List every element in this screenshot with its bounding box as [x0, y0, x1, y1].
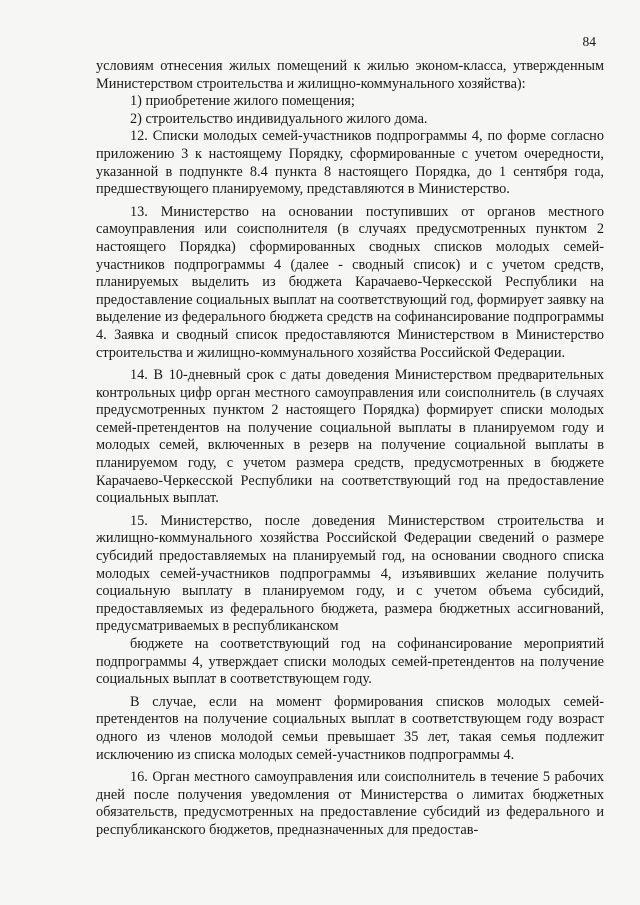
paragraph: 16. Орган местного самоуправления или соисполнитель в течение 5 рабочих дней после получения уведомления от Министерства о лимитах бюджетных обязательств, предусмотренных на предоставление субсидий из федерального и республиканского бюджетов, предназначенных для предостав- [96, 769, 604, 838]
page-body [96, 58, 604, 840]
paragraph: 13. Министерство на основании поступивших от органов местного самоуправления или соисполнителя (в случаях предусмотренных пунктом 2 настоящего Порядка) сформированных сводных списков молодых семей-участников подпрограммы 4 (далее - сводный список) и с учетом средств, планируемых выделить из бюджета Карачаево-Черкесской Республики на предоставление социальных выплат на соответствующий год, формирует заявку на выделение из федерального бюджета средств на софинансирование подпрограммы 4. Заявка и сводный список предоставляются Министерством в Министерство строительства и жилищно-коммунального хозяйства Российской Федерации. [96, 203, 604, 361]
paragraph: 2) строительство индивидуального жилого дома. [130, 110, 428, 127]
paragraph: 14. В 10-дневный срок с даты доведения Министерством предварительных контрольных цифр орган местного самоуправления или соисполнитель (в случаях предусмотренных пунктом 2 настоящего Порядка) формирует списки молодых семей-претендентов на получение социальной выплаты в планируемом году и молодых семей, включенных в резерв на получение социальной выплаты в планируемом году, с учетом размера средств, предусмотренных в бюджете Карачаево-Черкесской Республики на соответствующий год на предоставление социальных выплат. [96, 367, 604, 507]
paragraph: условиям отнесения жилых помещений к жилью эконом-класса, утвержденным Министерством строительства и жилищно-коммунального хозяйства): [96, 58, 604, 92]
paragraph: 15. Министерство, после доведения Министерством строительства и жилищно-коммунального хозяйства Российской Федерации сведений о размере субсидий предоставляемых на планируемый год, на основании сводного списка молодых семей-участников подпрограммы 4, изъявивших желание получить социальную выплату в планируемом году, и с учетом объема субсидий, предоставляемых из федерального бюджета, размера бюджетных ассигнований, предусматриваемых в республиканском [96, 512, 604, 635]
page-number: 84 [582, 34, 596, 49]
paragraph: 1) приобретение жилого помещения; [130, 93, 355, 110]
paragraph: В случае, если на момент формирования списков молодых семей-претендентов на получение социальных выплат в соответствующем году возраст одного из членов молодой семьи превышает 35 лет, такая семья подлежит исключению из списка молодых семей-участников подпрограммы 4. [96, 693, 604, 763]
paragraph: бюджете на соответствующий год на софинансирование мероприятий подпрограммы 4, утверждает списки молодых семей-претендентов на получение социальных выплат в соответствующем году. [96, 636, 604, 688]
paragraph: 12. Списки молодых семей-участников подпрограммы 4, по форме согласно приложению 3 к настоящему Порядку, сформированные с учетом очередности, указанной в подпункте 8.4 пункта 8 настоящего Порядка, до 1 сентября года, предшествующего планируемому, представляются в Министерство. [96, 128, 604, 198]
